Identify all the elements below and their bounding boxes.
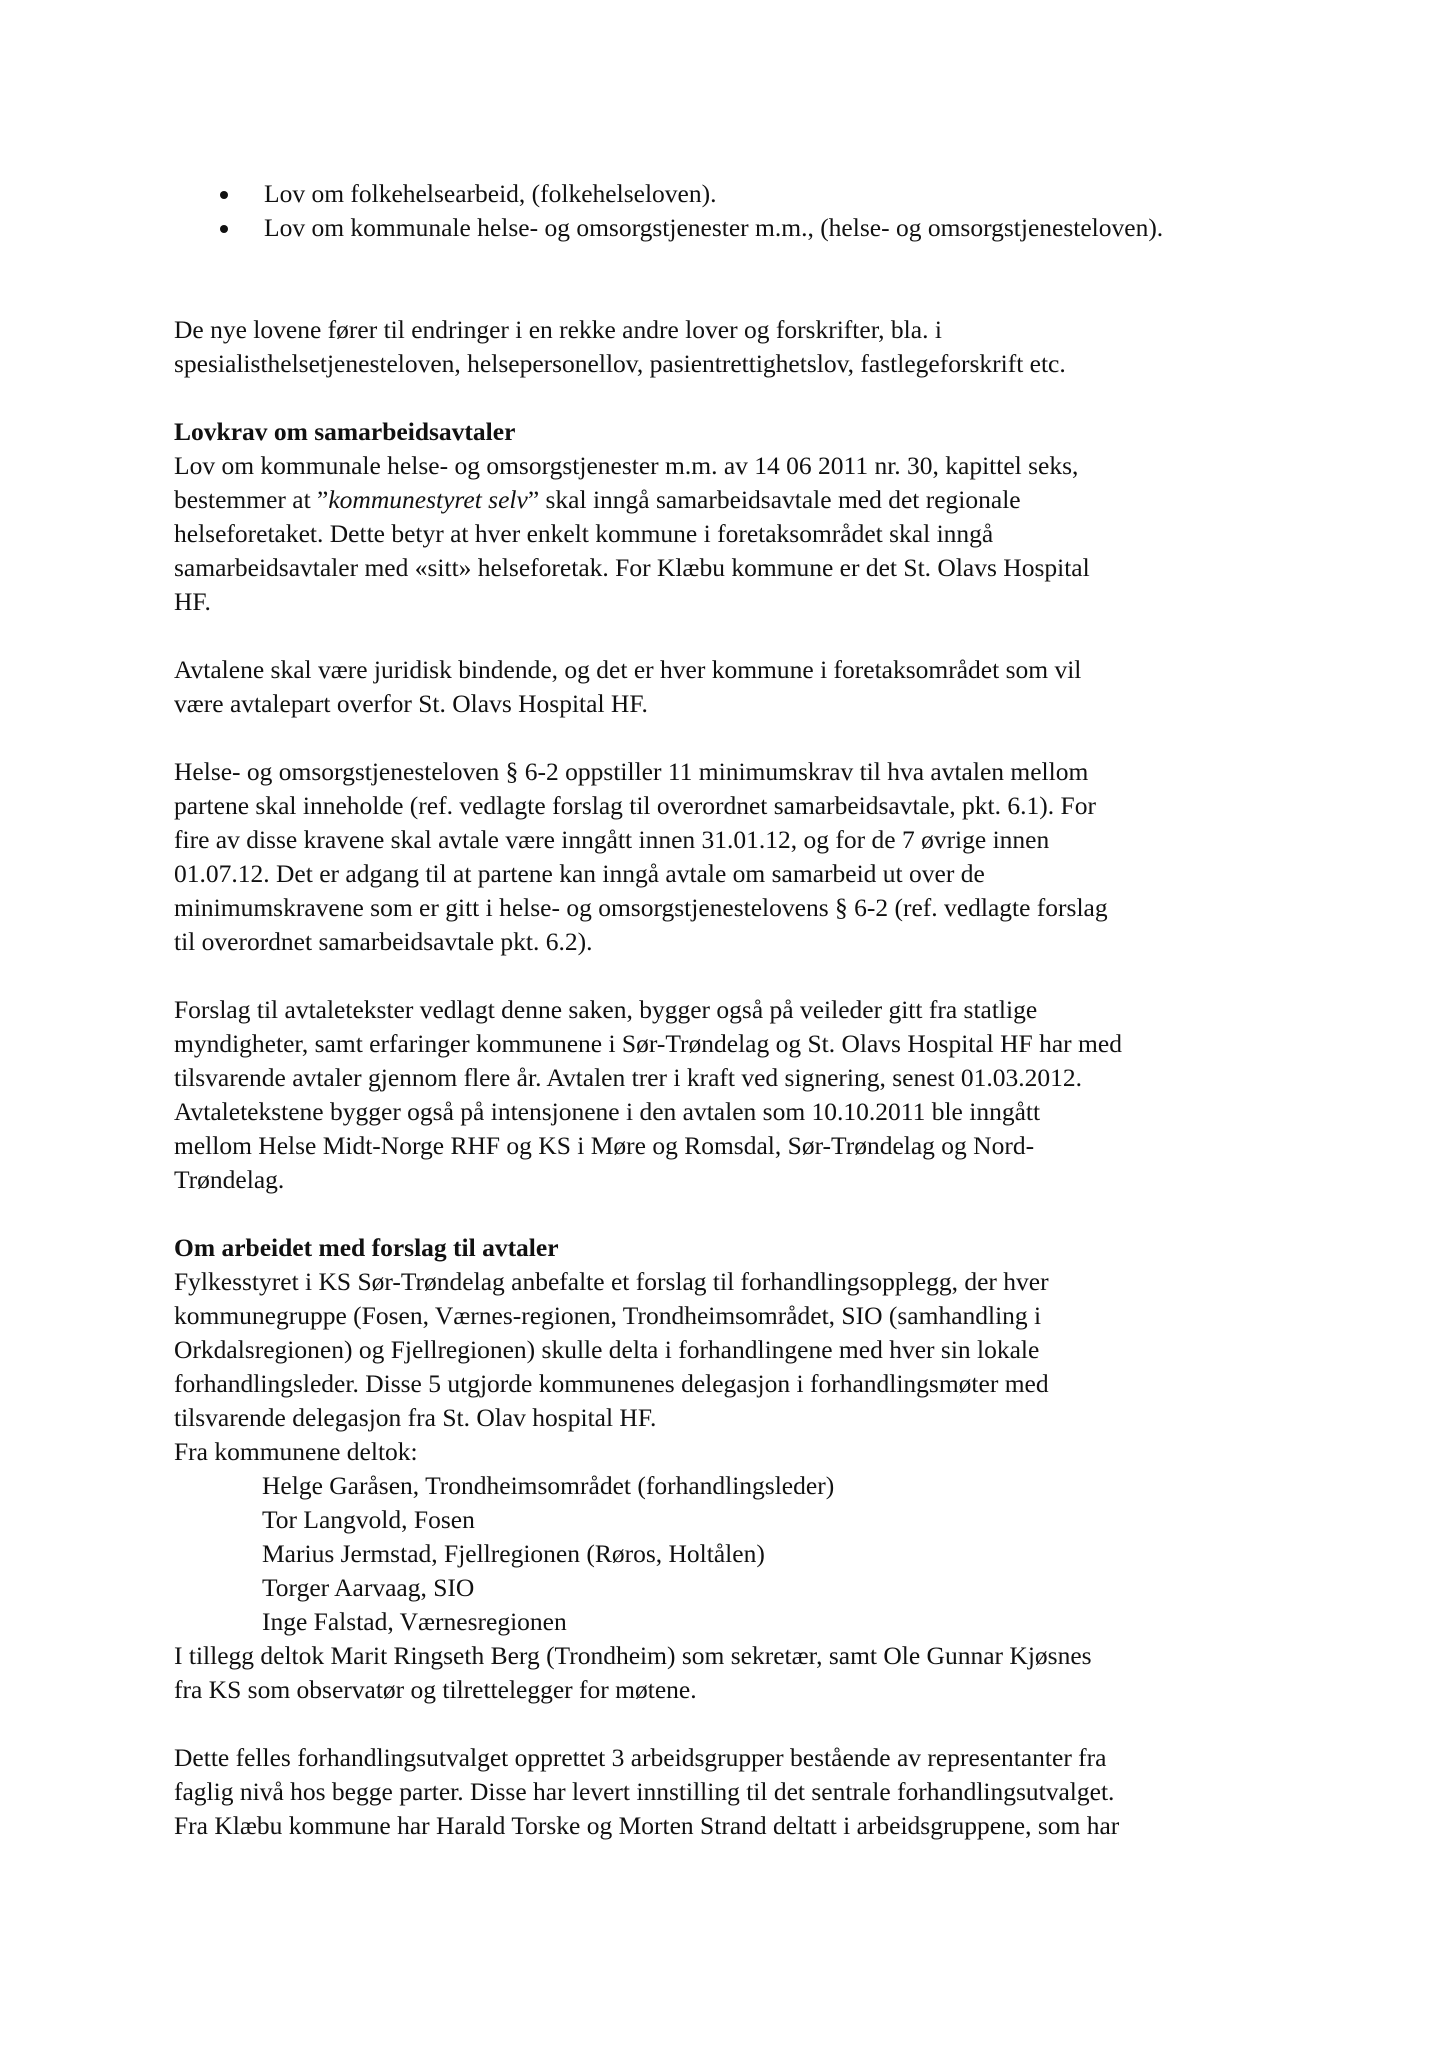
- section-heading: Om arbeidet med forslag til avtaler: [174, 1233, 559, 1262]
- list-item: Marius Jermstad, Fjellregionen (Røros, Holtålen): [262, 1539, 765, 1568]
- list-item: Inge Falstad, Værnesregionen: [262, 1607, 567, 1636]
- section-samarbeidsavtaler: Lovkrav om samarbeidsavtaler Lov om kommunale helse- og omsorgstjenester m.m. av 14 06 2011 nr. 30, kapittel seks, bestemmer at ”kommunestyret selv” skal inngå samarbeidsavtale med det regionale helseforetaket. Dette betyr at hver enkelt kommune i foretaksområdet skal inngå samarbeidsavtaler med «sitt» helseforetak. For Klæbu kommune er det St. Olavs Hospital HF.: [174, 415, 1294, 619]
- list-item: Lov om kommunale helse- og omsorgstjenester m.m., (helse- og omsorgstjenesteloven).: [220, 211, 1280, 245]
- law-bullet-list: [220, 177, 1280, 245]
- list-item: Lov om folkehelsearbeid, (folkehelseloven).: [220, 177, 1280, 211]
- paragraph-avtaletekster: Forslag til avtaletekster vedlagt denne saken, bygger også på veileder gitt fra statlige myndigheter, samt erfaringer kommunene i Sør-Trøndelag og St. Olavs Hospital HF har med tilsvarende avtaler gjennom flere år. Avtalen trer i kraft ved signering, senest 01.03.2012. Avtaletekstene bygger også på intensjonene i den avtalen som 10.10.2011 ble inngått mellom Helse Midt-Norge RHF og KS i Møre og Romsdal, Sør-Trøndelag og Nord- Trøndelag.: [174, 995, 1122, 1194]
- intro-paragraph: De nye lovene fører til endringer i en rekke andre lover og forskrifter, bla. i spesialisthelsetjenesteloven, helsepersonellov, pasientrettighetslov, fastlegeforskrift etc.: [174, 315, 1066, 378]
- list-item: Helge Garåsen, Trondheimsområdet (forhandlingsleder): [262, 1471, 835, 1500]
- paragraph-arbeidsgrupper: Dette felles forhandlingsutvalget opprettet 3 arbeidsgrupper bestående av representanter fra faglig nivå hos begge parter. Disse har levert innstilling til det sentrale forhandlingsutvalget. Fra Klæbu kommune har Harald Torske og Morten Strand deltatt i arbeidsgruppene, som har: [174, 1743, 1120, 1840]
- emphasis-text: kommunestyret selv: [328, 485, 528, 514]
- participant-list: [174, 1469, 1294, 1639]
- list-item: Tor Langvold, Fosen: [262, 1505, 475, 1534]
- paragraph-juridisk: Avtalene skal være juridisk bindende, og det er hver kommune i foretaksområdet som vil være avtalepart overfor St. Olavs Hospital HF.: [174, 655, 1082, 718]
- list-item: Torger Aarvaag, SIO: [262, 1573, 475, 1602]
- section-heading: Lovkrav om samarbeidsavtaler: [174, 417, 516, 446]
- section-arbeidet: Om arbeidet med forslag til avtaler Fylkesstyret i KS Sør-Trøndelag anbefalte et forslag til forhandlingsopplegg, der hver kommunegruppe (Fosen, Værnes-regionen, Trondheimsområdet, SIO (samhandling i Orkdalsregionen) og Fjellregionen) skulle delta i forhandlingene med hver sin lokale forhandlingsleder. Disse 5 utgjorde kommunenes delegasjon i forhandlingsmøter med tilsvarende delegasjon fra St. Olav hospital HF. Fra kommunene deltok: Helge Garåsen, Trondheimsområdet (forhandlingsleder) Tor Langvold, Fosen Marius Jermstad, Fjellregionen (Røros, Holtålen) Torger Aarvaag, SIO Inge Falstad, Værnesregionen I tillegg deltok Marit Ringseth Berg (Trondheim) som sekretær, samt Ole Gunnar Kjøsnes fra KS som observatør og tilrettelegger for møtene.: [174, 1231, 1294, 1707]
- bullet-icon: [220, 191, 228, 199]
- bullet-icon: [220, 225, 228, 233]
- paragraph-minimumskrav: Helse- og omsorgstjenesteloven § 6-2 oppstiller 11 minimumskrav til hva avtalen mellom partene skal inneholde (ref. vedlagte forslag til overordnet samarbeidsavtale, pkt. 6.1). For fire av disse kravene skal avtale være inngått innen 31.01.12, og for de 7 øvrige innen 01.07.12. Det er adgang til at partene kan inngå avtale om samarbeid ut over de minimumskravene som er gitt i helse- og omsorgstjenestelovens § 6-2 (ref. vedlagte forslag til overordnet samarbeidsavtale pkt. 6.2).: [174, 757, 1108, 956]
